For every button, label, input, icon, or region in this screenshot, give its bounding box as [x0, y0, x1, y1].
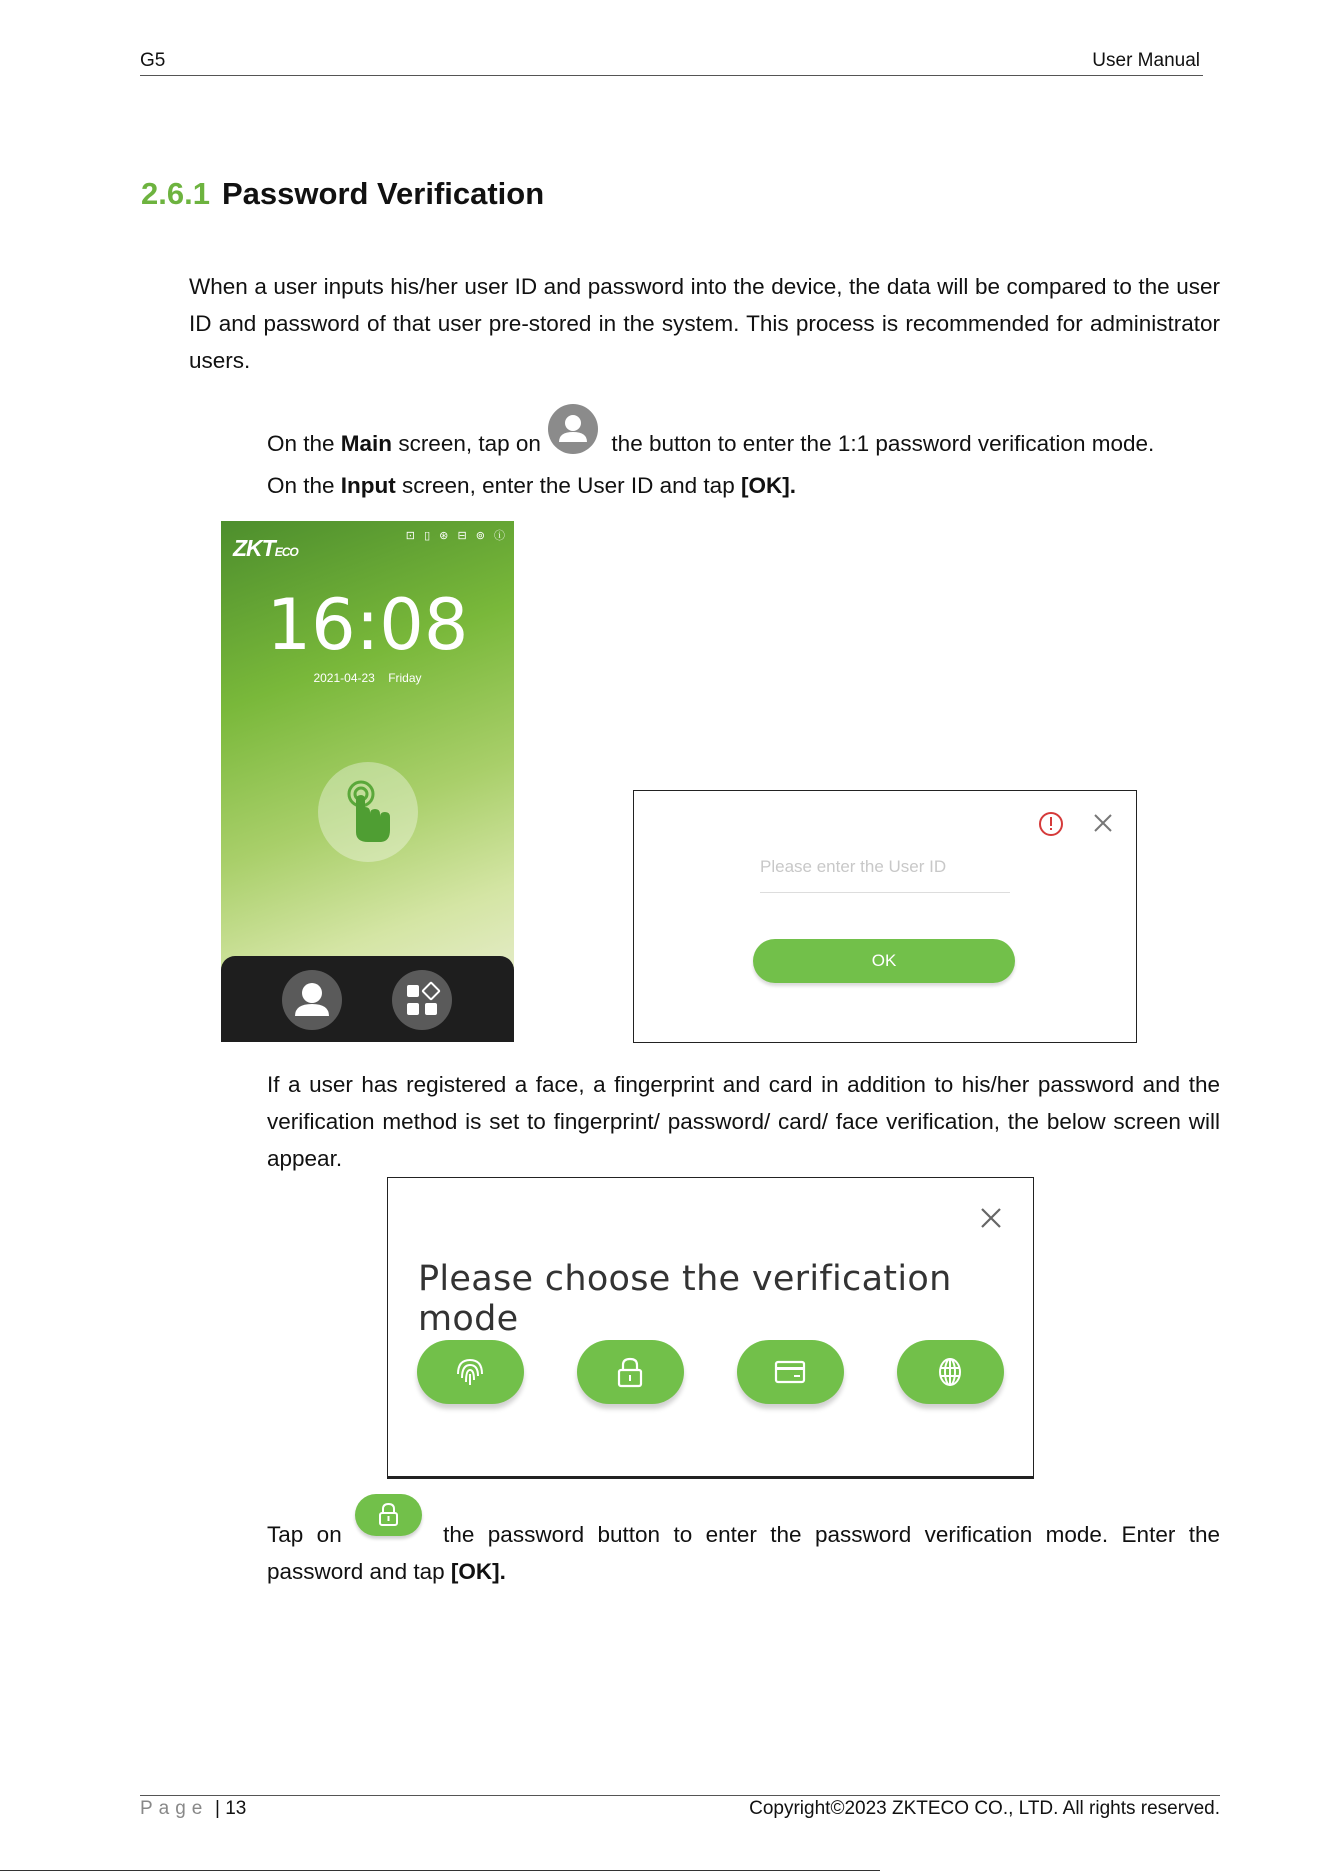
step-input-screen: [267, 473, 796, 499]
fingerprint-icon: [450, 1352, 490, 1392]
lock-icon: [610, 1352, 650, 1392]
status-icons: ⊡ ▯ ⊛ ⊟ ⊚ ⓘ: [405, 530, 508, 542]
device-main-screen: [221, 521, 514, 1042]
zkteco-logo: ZKTECO: [233, 535, 298, 561]
step1-pre: On the: [267, 431, 341, 456]
footer-copyright: Copyright©2023 ZKTECO CO., LTD. All rights reserved.: [749, 1798, 1220, 1819]
para3-post: the password button to enter the password verification mode. Enter the password and tap: [267, 1522, 1221, 1584]
device-bottom-bar: [221, 956, 514, 1042]
page-bottom-divider: [0, 1870, 880, 1871]
para3-pre: Tap on: [267, 1522, 342, 1547]
header-model: G5: [140, 50, 166, 71]
step1-post: the button to enter the 1:1 password verification mode.: [605, 431, 1155, 456]
footer-page-label: Page: [140, 1798, 209, 1819]
password-mode-button[interactable]: [577, 1340, 684, 1404]
user-verify-button[interactable]: [282, 970, 342, 1030]
close-icon[interactable]: [977, 1204, 1005, 1232]
step2-bold2: [OK].: [740, 473, 796, 498]
input-underline: [760, 892, 1010, 893]
section-title: Password Verification: [222, 176, 545, 211]
menu-button[interactable]: [392, 970, 452, 1030]
step2-mid: screen, enter the User ID and tap: [395, 473, 741, 498]
mode-dialog-title: Please choose the verification mode: [418, 1259, 952, 1339]
header-divider: [140, 75, 1203, 76]
header-title: User Manual: [1092, 50, 1200, 71]
footer-page-number: | 13: [215, 1798, 247, 1819]
fingerprint-mode-button[interactable]: [417, 1340, 524, 1404]
touch-hand-icon: [318, 762, 418, 862]
touch-verify-button[interactable]: [318, 762, 418, 862]
step1-bold: Main: [340, 431, 393, 456]
warning-icon: [1038, 811, 1064, 837]
apps-icon: [392, 970, 452, 1030]
face-mode-button[interactable]: [897, 1340, 1004, 1404]
multi-mode-paragraph: If a user has registered a face, a fingerprint and card in addition to his/her password and the verification method is set to fingerprint/ password/ card/ face verification, the below screen will appear.: [267, 1072, 1220, 1171]
device-date: 2021-04-23 Friday: [313, 671, 422, 685]
user-verify-icon: [548, 404, 598, 454]
intro-paragraph: When a user inputs his/her user ID and password into the device, the data will be compared to the user ID and password of that user pre-stored in the system. This process is recommended for administrator users.: [189, 274, 1220, 373]
card-icon: [770, 1352, 810, 1392]
section-number: 2.6.1: [141, 176, 210, 211]
para3-bold: [OK].: [450, 1559, 506, 1584]
card-mode-button[interactable]: [737, 1340, 844, 1404]
verification-mode-dialog: [387, 1177, 1034, 1479]
lock-icon: [355, 1494, 422, 1536]
footer-divider: [140, 1795, 1220, 1796]
face-icon: [930, 1352, 970, 1392]
step2-bold: Input: [340, 473, 396, 498]
step1-mid: screen, tap on: [392, 431, 548, 456]
step2-pre: On the: [267, 473, 341, 498]
device-clock: 16:08: [266, 584, 469, 666]
close-icon[interactable]: [1091, 811, 1115, 835]
user-id-input[interactable]: Please enter the User ID: [760, 857, 947, 876]
ok-button[interactable]: OK: [753, 939, 1015, 983]
user-id-input-dialog: [633, 790, 1137, 1043]
user-icon: [282, 970, 342, 1030]
password-button-icon: [355, 1494, 422, 1536]
step-main-screen: [267, 431, 1154, 457]
